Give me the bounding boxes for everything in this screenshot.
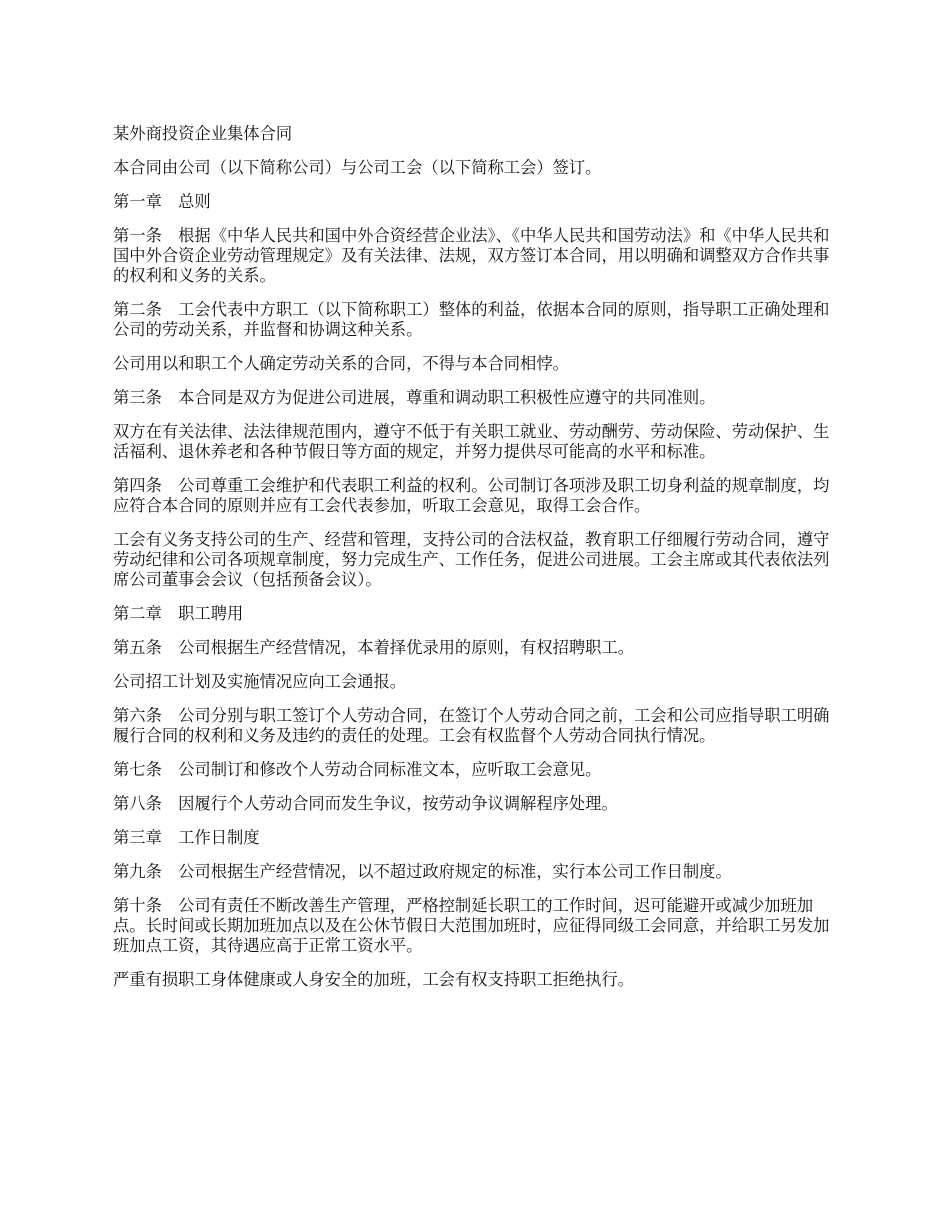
article-6: 第六条 公司分别与职工签订个人劳动合同，在签订个人劳动合同之前，工会和公司应指导职工明确履行合同的权利和义务及违约的责任的处理。工会有权监督个人劳动合同执行情况。	[113, 706, 830, 745]
article-3: 第三条 本合同是双方为促进公司进展，尊重和调动职工积极性应遵守的共同准则。	[113, 388, 716, 407]
paragraph: 工会有义务支持公司的生产、经营和管理，支持公司的合法权益，教育职工仔细履行劳动合同，遵守劳动纪律和公司各项规章制度，努力完成生产、工作任务，促进公司进展。工会主席或其代表依法列席公司董事会会议（包括预备会议）。	[113, 530, 830, 589]
paragraph: 公司招工计划及实施情况应向工会通报。	[113, 672, 407, 691]
document-page	[113, 124, 841, 1004]
chapter-heading: 第三章 工作日制度	[113, 828, 260, 847]
article-7: 第七条 公司制订和修改个人劳动合同标准文本，应听取工会意见。	[113, 760, 602, 779]
article-8: 第八条 因履行个人劳动合同而发生争议，按劳动争议调解程序处理。	[113, 794, 618, 813]
article-5: 第五条 公司根据生产经营情况，本着择优录用的原则，有权招聘职工。	[113, 638, 635, 657]
article-2: 第二条 工会代表中方职工（以下简称职工）整体的利益，依据本合同的原则，指导职工正确处理和公司的劳动关系，并监督和协调这种关系。	[113, 300, 830, 339]
paragraph: 严重有损职工身体健康或人身安全的加班，工会有权支持职工拒绝执行。	[113, 970, 635, 989]
chapter-heading: 第二章 职工聘用	[113, 604, 244, 623]
article-4: 第四条 公司尊重工会维护和代表职工利益的权利。公司制订各项涉及职工切身利益的规章制度，均应符合本合同的原则并应有工会代表参加，听取工会意见，取得工会合作。	[113, 476, 830, 515]
paragraph: 公司用以和职工个人确定劳动关系的合同，不得与本合同相悖。	[113, 354, 569, 373]
chapter-heading: 第一章 总则	[113, 192, 211, 211]
article-1: 第一条 根据《中华人民共和国中外合资经营企业法》、《中华人民共和国劳动法》和《中华人民共和国中外合资企业劳动管理规定》及有关法律、法规，双方签订本合同，用以明确和调整双方合作共事的权利和义务的关系。	[113, 226, 830, 285]
contract-intro: 本合同由公司（以下简称公司）与公司工会（以下简称工会）签订。	[113, 158, 602, 177]
article-9: 第九条 公司根据生产经营情况，以不超过政府规定的标准，实行本公司工作日制度。	[113, 862, 732, 881]
paragraph: 双方在有关法律、法法律规范围内，遵守不低于有关职工就业、劳动酬劳、劳动保险、劳动保护、生活福利、退休养老和各种节假日等方面的规定，并努力提供尽可能高的水平和标准。	[113, 422, 830, 461]
document-title: 某外商投资企业集体合同	[113, 124, 293, 143]
article-10: 第十条 公司有责任不断改善生产管理，严格控制延长职工的工作时间，迟可能避开或减少加班加点。长时间或长期加班加点以及在公休节假日大范围加班时，应征得同级工会同意，并给职工另发加班加点工资，其待遇应高于正常工资水平。	[113, 896, 830, 955]
